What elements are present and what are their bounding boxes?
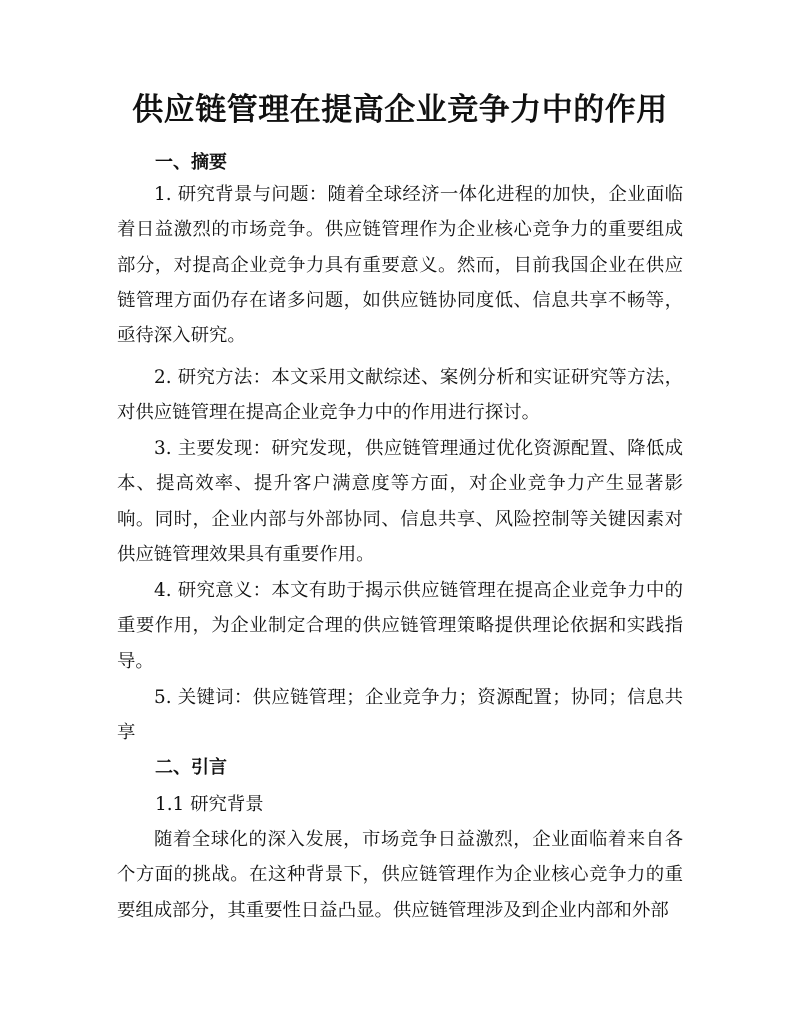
abstract-item-5-keywords: 5. 关键词：供应链管理；企业竞争力；资源配置；协同；信息共享 — [117, 687, 683, 744]
abstract-heading: 一、摘要 — [155, 152, 227, 173]
abstract-item-1: 1. 研究背景与问题：随着全球经济一体化进程的加快，企业面临着日益激烈的市场竞争。供应链管理作为企业核心竞争力的重要组成部分，对提高企业竞争力具有重要意义。然而，目前我国企业在供应链管理方面仍存在诸多问题，如供应链协同度低、信息共享不畅等，亟待深入研究。 — [117, 184, 683, 347]
abstract-item-4: 4. 研究意义：本文有助于揭示供应链管理在提高企业竞争力中的重要作用，为企业制定合理的供应链管理策略提供理论依据和实践指导。 — [117, 580, 683, 672]
abstract-item-2: 2. 研究方法：本文采用文献综述、案例分析和实证研究等方法，对供应链管理在提高企业竞争力中的作用进行探讨。 — [117, 367, 683, 424]
introduction-heading: 二、引言 — [155, 757, 227, 778]
research-background-subheading: 1.1 研究背景 — [155, 794, 264, 815]
introduction-paragraph: 随着全球化的深入发展，市场竞争日益激烈，企业面临着来自各个方面的挑战。在这种背景下，供应链管理作为企业核心竞争力的重要组成部分，其重要性日益凸显。供应链管理涉及到企业内部和外部 — [117, 829, 683, 921]
abstract-item-3: 3. 主要发现：研究发现，供应链管理通过优化资源配置、降低成本、提高效率、提升客户满意度等方面，对企业竞争力产生显著影响。同时，企业内部与外部协同、信息共享、风险控制等关键因素对供应链管理效果具有重要作用。 — [117, 438, 683, 565]
document-title: 供应链管理在提高企业竞争力中的作用 — [132, 92, 668, 128]
